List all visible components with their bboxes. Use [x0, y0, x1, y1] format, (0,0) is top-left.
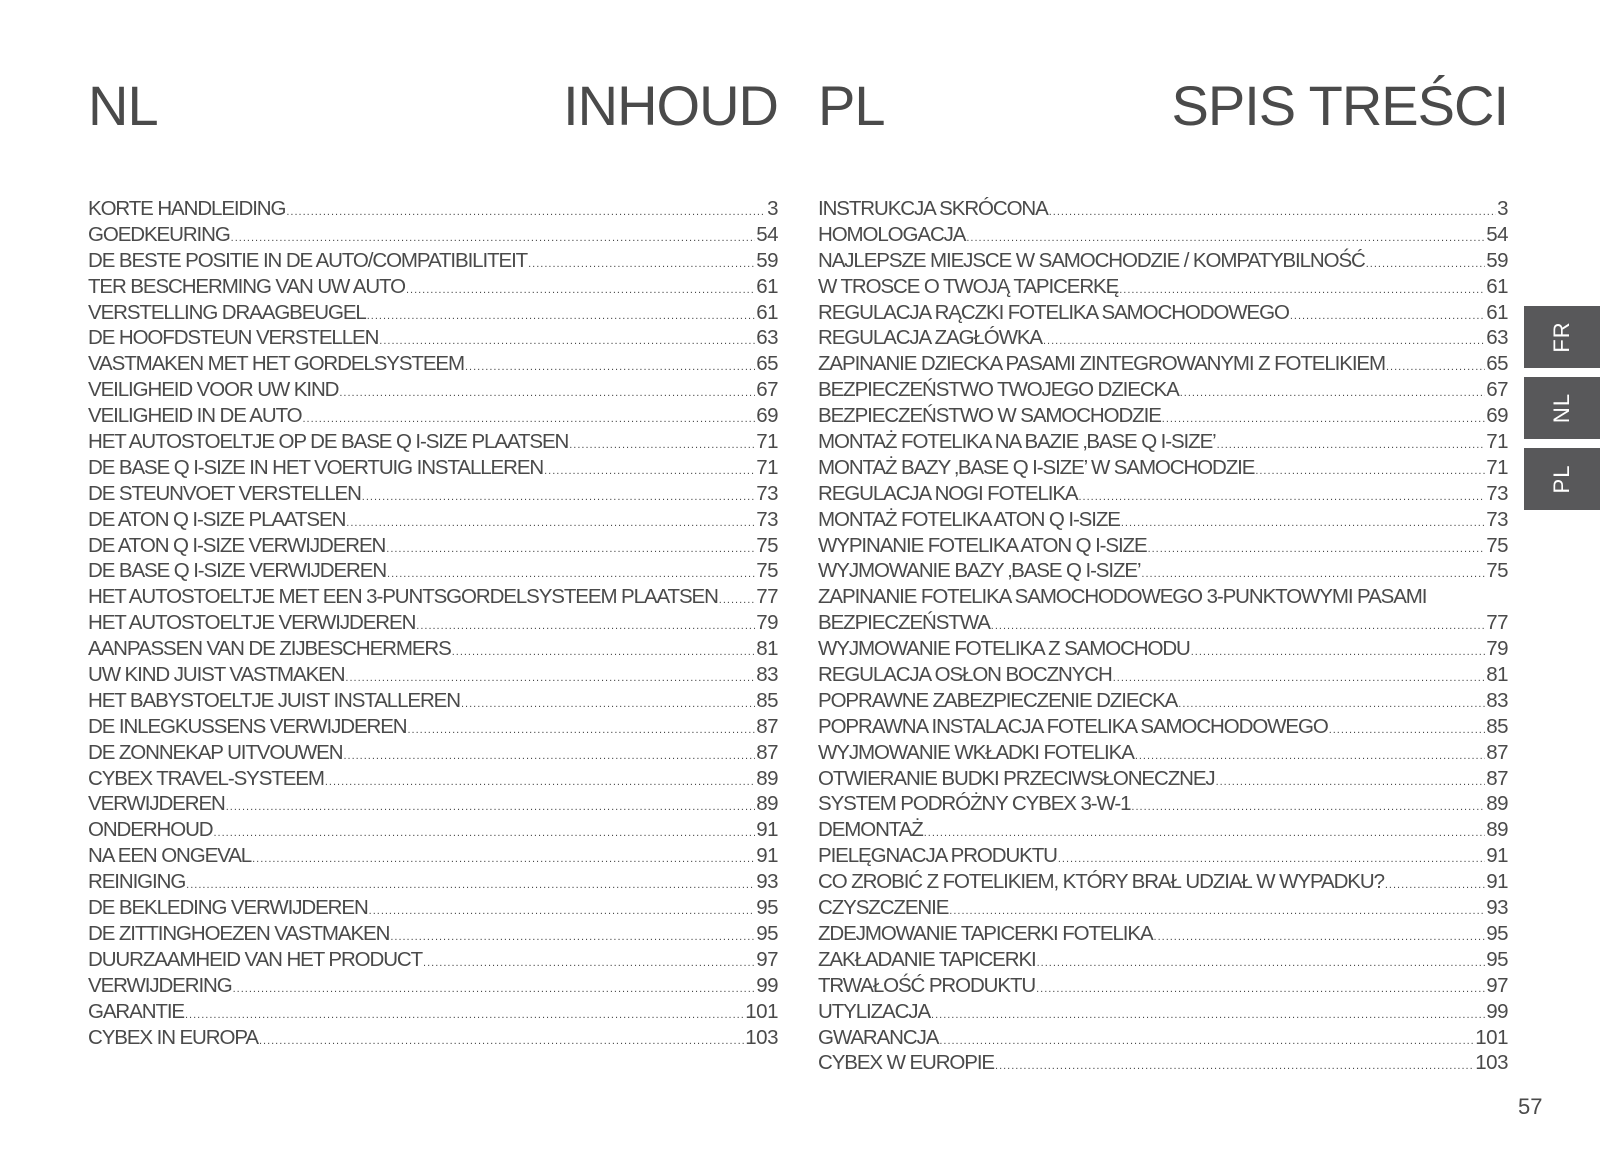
side-tab-label: FR: [1549, 321, 1574, 353]
toc-entry: [818, 921, 1508, 947]
language-side-tabs: [1524, 306, 1600, 519]
dot-leader: [1148, 537, 1486, 559]
toc-entry: [818, 714, 1508, 740]
toc-entry-title: DE BESTE POSITIE IN DE AUTO/COMPATIBILITEIT: [88, 248, 528, 272]
toc-entry-page: 63: [1486, 326, 1508, 350]
toc-entry: [818, 662, 1508, 688]
dot-leader: [1290, 304, 1485, 326]
toc-entry-page: 81: [756, 637, 778, 661]
dot-leader: [544, 459, 755, 481]
dot-leader: [528, 252, 755, 274]
toc-entry-title: DE ATON Q I-SIZE PLAATSEN: [88, 507, 346, 531]
toc-entry-page: 89: [1486, 818, 1508, 842]
toc-entry-page: 73: [756, 507, 778, 531]
toc-entry-title: REGULACJA OSŁON BOCZNYCH: [818, 663, 1112, 687]
toc-entry: [88, 481, 778, 507]
toc-entry-page: 61: [1486, 300, 1508, 324]
toc-entry: [818, 610, 1508, 636]
language-code-nl: NL: [88, 74, 158, 137]
toc-entry-title: DE STEUNVOET VERSTELLEN: [88, 481, 361, 505]
toc-entry: [818, 377, 1508, 403]
dot-leader: [1162, 407, 1485, 429]
dot-leader: [185, 1003, 744, 1025]
toc-entry-page: 59: [756, 248, 778, 272]
toc-entry-page: 75: [756, 533, 778, 557]
toc-entry-title: REGULACJA RĄCZKI FOTELIKA SAMOCHODOWEGO: [818, 300, 1289, 324]
toc-entry-title: POPRAWNA INSTALACJA FOTELIKA SAMOCHODOWEGO: [818, 714, 1328, 738]
side-tab-nl[interactable]: [1524, 377, 1600, 439]
toc-entry-title: DE BASE Q I-SIZE IN HET VOERTUIG INSTALLEREN: [88, 455, 544, 479]
toc-entry-page: 83: [756, 663, 778, 687]
toc-entry-page: 103: [745, 1025, 778, 1049]
toc-entry-page: 101: [745, 999, 778, 1023]
dot-leader: [995, 1054, 1474, 1076]
toc-entry: [88, 740, 778, 766]
toc-entry: [818, 947, 1508, 973]
dot-leader: [461, 692, 755, 714]
toc-entry-title: VEILIGHEID IN DE AUTO: [88, 404, 302, 428]
dot-leader: [1043, 329, 1485, 351]
toc-entry: [88, 325, 778, 351]
toc-entry-page: 75: [756, 559, 778, 583]
toc-entry-page: 95: [1486, 921, 1508, 945]
toc-entry-title: BEZPIECZEŃSTWO TWOJEGO DZIECKA: [818, 378, 1179, 402]
dot-leader: [226, 795, 755, 817]
toc-entry-page: 71: [756, 430, 778, 454]
dot-leader: [325, 770, 755, 792]
toc-entry: [88, 843, 778, 869]
toc-entry-title: DE ZONNEKAP UITVOUWEN: [88, 740, 343, 764]
toc-entry-title: WYJMOWANIE BAZY ‚BASE Q I-SIZE’: [818, 559, 1141, 583]
toc-entry-page: 89: [756, 792, 778, 816]
toc-entry-page: 87: [1486, 766, 1508, 790]
toc-entry-title: HET AUTOSTOELTJE MET EEN 3-PUNTSGORDELSYSTEEM PLAATSEN: [88, 585, 718, 609]
dot-leader: [387, 562, 755, 584]
toc-entry-page: 73: [1486, 481, 1508, 505]
toc-entry-page: 91: [756, 818, 778, 842]
dot-leader: [1079, 485, 1486, 507]
toc-entry-page: 65: [1486, 352, 1508, 376]
toc-entry-title: PIELĘGNACJA PRODUKTU: [818, 844, 1057, 868]
toc-entry-title: ZDEJMOWANIE TAPICERKI FOTELIKA: [818, 921, 1153, 945]
toc-entry-title: DE INLEGKUSSENS VERWIJDEREN: [88, 714, 407, 738]
toc-entry-title: NAJLEPSZE MIEJSCE W SAMOCHODZIE / KOMPATYBILNOŚĆ: [818, 248, 1365, 272]
side-tab-fr[interactable]: [1524, 306, 1600, 368]
dot-leader: [991, 614, 1485, 636]
toc-entry: [818, 403, 1508, 429]
toc-entry-page: 3: [767, 197, 778, 220]
toc-entry-title: MONTAŻ BAZY ‚BASE Q I-SIZE’ W SAMOCHODZIE: [818, 455, 1255, 479]
dot-leader: [931, 1003, 1485, 1025]
toc-entry-page: 75: [1486, 559, 1508, 583]
toc-entry-title: DE BASE Q I-SIZE VERWIJDEREN: [88, 559, 387, 583]
toc-entry: [818, 300, 1508, 326]
toc-entry: [88, 999, 778, 1025]
dot-leader: [1121, 511, 1485, 533]
dot-leader: [569, 433, 755, 455]
toc-entry: [818, 688, 1508, 714]
dot-leader: [186, 873, 755, 895]
toc-entry-page: 89: [756, 766, 778, 790]
dot-leader: [1366, 252, 1485, 274]
toc-entry: [818, 558, 1508, 584]
toc-entry: [818, 791, 1508, 817]
toc-entry-title: AANPASSEN VAN DE ZIJBESCHERMERS: [88, 637, 451, 661]
dot-leader: [345, 666, 755, 688]
toc-column-nl: [88, 70, 778, 1050]
toc-entry-page: 54: [1486, 222, 1508, 246]
toc-entry-title: VERWIJDERING: [88, 973, 232, 997]
toc-entry-page: 95: [1486, 947, 1508, 971]
toc-entry: [818, 973, 1508, 999]
toc-entry: [818, 222, 1508, 248]
toc-entry: [88, 248, 778, 274]
toc-entry-title: CYBEX IN EUROPA: [88, 1025, 258, 1049]
toc-entry-title: HET AUTOSTOELTJE VERWIJDEREN: [88, 611, 416, 635]
toc-entry-title: TER BESCHERMING VAN UW AUTO: [88, 274, 405, 298]
toc-entry-page: 81: [1486, 663, 1508, 687]
toc-entry: [88, 895, 778, 921]
toc-entry: [818, 455, 1508, 481]
toc-entry-page: 75: [1486, 533, 1508, 557]
toc-entry-page: 97: [1486, 973, 1508, 997]
dot-leader: [423, 951, 755, 973]
toc-entry: [88, 791, 778, 817]
toc-entry: [818, 817, 1508, 843]
toc-entry-page: 65: [756, 352, 778, 376]
toc-entry-title: DEMONTAŻ: [818, 818, 923, 842]
toc-entry-title: DUURZAAMHEID VAN HET PRODUCT: [88, 947, 423, 971]
toc-entry: [88, 766, 778, 792]
toc-entry: [88, 351, 778, 377]
toc-entry-title: BEZPIECZEŃSTWO W SAMOCHODZIE: [818, 404, 1161, 428]
toc-entry-title: DE HOOFDSTEUN VERSTELLEN: [88, 326, 379, 350]
toc-entry-title: INSTRUKCJA SKRÓCONA: [818, 197, 1048, 220]
toc-entry-page: 91: [1486, 870, 1508, 894]
toc-entry-title: CZYSZCZENIE: [818, 896, 949, 920]
dot-leader: [252, 847, 755, 869]
dot-leader: [346, 511, 755, 533]
toc-entry-title: HOMOLOGACJA: [818, 222, 966, 246]
toc-entry-page: 73: [1486, 507, 1508, 531]
toc-entry: [818, 895, 1508, 921]
toc-entry-title: WYJMOWANIE FOTELIKA Z SAMOCHODU: [818, 637, 1190, 661]
toc-entry: [818, 636, 1508, 662]
toc-title-nl: INHOUD: [563, 74, 778, 137]
toc-entry-page: 54: [756, 222, 778, 246]
dot-leader: [1037, 951, 1486, 973]
toc-entry: [818, 584, 1508, 610]
toc-entry-title: VERSTELLING DRAAGBEUGEL: [88, 300, 366, 324]
toc-entry-title: VEILIGHEID VOOR UW KIND: [88, 378, 339, 402]
toc-entry-title: HET AUTOSTOELTJE OP DE BASE Q I-SIZE PLAATSEN: [88, 430, 569, 454]
toc-entry-page: 79: [1486, 637, 1508, 661]
dot-leader: [406, 278, 755, 300]
toc-entry-page: 95: [756, 896, 778, 920]
dot-leader: [939, 1029, 1474, 1051]
toc-entry-page: 77: [1486, 611, 1508, 635]
dot-leader: [1191, 640, 1485, 662]
dot-leader: [408, 718, 756, 740]
toc-entry: [818, 481, 1508, 507]
toc-entry-title: DE ZITTINGHOEZEN VASTMAKEN: [88, 921, 390, 945]
dot-leader: [1119, 278, 1485, 300]
toc-entry-page: 101: [1475, 1025, 1508, 1049]
toc-entry-page: 87: [1486, 740, 1508, 764]
toc-header-nl: [88, 70, 778, 148]
toc-entry-page: 77: [756, 585, 778, 609]
toc-entry-title: KORTE HANDLEIDING: [88, 197, 286, 220]
toc-entry: [818, 429, 1508, 455]
toc-entry: [818, 1050, 1508, 1076]
toc-entry: [818, 843, 1508, 869]
toc-column-pl: [818, 70, 1508, 1076]
toc-entry-title: HET BABYSTOELTJE JUIST INSTALLEREN: [88, 688, 460, 712]
toc-entry-title: REGULACJA ZAGŁÓWKA: [818, 326, 1042, 350]
toc-entry-page: 67: [756, 378, 778, 402]
toc-entry: [88, 921, 778, 947]
toc-entry-page: 91: [1486, 844, 1508, 868]
toc-entry-page: 99: [756, 973, 778, 997]
toc-title-pl: SPIS TREŚCI: [1171, 74, 1508, 137]
toc-entry: [88, 817, 778, 843]
dot-leader: [452, 640, 755, 662]
toc-entry-title: MONTAŻ FOTELIKA ATON Q I-SIZE: [818, 507, 1120, 531]
side-tab-label: PL: [1549, 464, 1574, 494]
toc-header-pl: [818, 70, 1508, 148]
toc-entry: [88, 274, 778, 300]
toc-entry-title: UW KIND JUIST VASTMAKEN: [88, 663, 345, 687]
toc-entry-page: 87: [756, 714, 778, 738]
toc-entry-page: 69: [756, 404, 778, 428]
toc-entry-page: 63: [756, 326, 778, 350]
toc-entry: [88, 869, 778, 895]
language-code-pl: PL: [818, 74, 885, 137]
toc-entry: [88, 196, 778, 222]
toc-entry: [88, 507, 778, 533]
toc-entry-page: 85: [756, 688, 778, 712]
dot-leader: [286, 200, 766, 222]
toc-list-pl: [818, 196, 1508, 1076]
toc-entry: [88, 947, 778, 973]
toc-entry-title: OTWIERANIE BUDKI PRZECIWSŁONECZNEJ: [818, 766, 1215, 790]
toc-entry: [88, 377, 778, 403]
toc-entry-title: POPRAWNE ZABEZPIECZENIE DZIECKA: [818, 688, 1178, 712]
side-tab-pl[interactable]: [1524, 448, 1600, 510]
dot-leader: [924, 821, 1485, 843]
dot-leader: [369, 899, 756, 921]
toc-entry-page: 71: [1486, 430, 1508, 454]
toc-entry-title: ZAPINANIE DZIECKA PASAMI ZINTEGROWANYMI Z FOTELIKIEM: [818, 352, 1385, 376]
toc-entry: [88, 714, 778, 740]
toc-entry: [88, 403, 778, 429]
toc-entry: [818, 351, 1508, 377]
dot-leader: [1058, 847, 1485, 869]
toc-entry-title: BEZPIECZEŃSTWA: [818, 611, 990, 635]
dot-leader: [1113, 666, 1485, 688]
toc-entry: [818, 196, 1508, 222]
toc-entry-title: TRWAŁOŚĆ PRODUKTU: [818, 973, 1036, 997]
dot-leader: [949, 899, 1485, 921]
toc-entry-page: 95: [756, 921, 778, 945]
dot-leader: [339, 381, 755, 403]
toc-entry-page: 73: [756, 481, 778, 505]
toc-entry-page: 93: [1486, 896, 1508, 920]
toc-entry-page: 93: [756, 870, 778, 894]
toc-entry-title: ZAKŁADANIE TAPICERKI: [818, 947, 1036, 971]
toc-entry-page: 59: [1486, 248, 1508, 272]
toc-entry-title: CYBEX TRAVEL-SYSTEEM: [88, 766, 324, 790]
toc-entry-title: REGULACJA NOGI FOTELIKA: [818, 481, 1078, 505]
toc-entry: [88, 973, 778, 999]
dot-leader: [367, 304, 755, 326]
toc-entry-page: 61: [756, 274, 778, 298]
toc-entry: [88, 455, 778, 481]
toc-entry-page: 103: [1475, 1051, 1508, 1075]
toc-entry-title: SYSTEM PODRÓŻNY CYBEX 3-W-1: [818, 792, 1131, 816]
toc-entry: [88, 558, 778, 584]
toc-entry-title: MONTAŻ FOTELIKA NA BAZIE ‚BASE Q I-SIZE’: [818, 430, 1216, 454]
dot-leader: [1255, 459, 1485, 481]
toc-entry: [88, 533, 778, 559]
toc-entry: [88, 662, 778, 688]
dot-leader: [1049, 200, 1496, 222]
dot-leader: [719, 588, 755, 610]
toc-entry-page: 69: [1486, 404, 1508, 428]
dot-leader: [233, 977, 756, 999]
toc-entry: [818, 274, 1508, 300]
toc-entry: [818, 1025, 1508, 1051]
dot-leader: [1180, 381, 1485, 403]
dot-leader: [343, 744, 755, 766]
dot-leader: [390, 925, 755, 947]
toc-entry-page: 83: [1486, 688, 1508, 712]
toc-entry: [818, 533, 1508, 559]
dot-leader: [1131, 795, 1485, 817]
toc-entry-title: DE ATON Q I-SIZE VERWIJDEREN: [88, 533, 386, 557]
toc-entry: [88, 300, 778, 326]
toc-entry: [818, 740, 1508, 766]
toc-entry-page: 67: [1486, 378, 1508, 402]
toc-entry: [88, 636, 778, 662]
dot-leader: [214, 821, 756, 843]
dot-leader: [386, 537, 755, 559]
toc-entry-title: UTYLIZACJA: [818, 999, 931, 1023]
toc-entry-page: 61: [756, 300, 778, 324]
toc-entry: [88, 222, 778, 248]
dot-leader: [1036, 977, 1485, 999]
dot-leader: [465, 355, 755, 377]
toc-entry: [88, 1025, 778, 1051]
toc-entry-title: CO ZROBIĆ Z FOTELIKIEM, KTÓRY BRAŁ UDZIAŁ W WYPADKU?: [818, 870, 1384, 894]
dot-leader: [1329, 718, 1486, 740]
dot-leader: [416, 614, 755, 636]
toc-entry-title: GARANTIE: [88, 999, 184, 1023]
toc-entry-title: WYPINANIE FOTELIKA ATON Q I-SIZE: [818, 533, 1147, 557]
toc-entry-title: W TROSCE O TWOJĄ TAPICERKĘ: [818, 274, 1119, 298]
toc-entry-page: 85: [1486, 714, 1508, 738]
dot-leader: [362, 485, 755, 507]
dot-leader: [1385, 873, 1485, 895]
toc-entry-page: 89: [1486, 792, 1508, 816]
toc-entry-page: 71: [756, 455, 778, 479]
toc-entry-page: 91: [756, 844, 778, 868]
toc-entry-title: GWARANCJA: [818, 1025, 939, 1049]
toc-entry: [88, 610, 778, 636]
toc-entry-page: 87: [756, 740, 778, 764]
dot-leader: [302, 407, 755, 429]
toc-entry: [818, 999, 1508, 1025]
toc-entry-page: 99: [1486, 999, 1508, 1023]
dot-leader: [966, 226, 1485, 248]
toc-entry-page: 97: [756, 947, 778, 971]
toc-entry-title: ZAPINANIE FOTELIKA SAMOCHODOWEGO 3-PUNKTOWYMI PASAMI: [818, 585, 1427, 609]
toc-entry-title: CYBEX W EUROPIE: [818, 1051, 995, 1075]
toc-entry-title: GOEDKEURING: [88, 222, 230, 246]
toc-entry: [88, 584, 778, 610]
dot-leader: [231, 226, 756, 248]
dot-leader: [1141, 562, 1485, 584]
toc-entry: [818, 325, 1508, 351]
dot-leader: [1216, 770, 1486, 792]
toc-entry-title: NA EEN ONGEVAL: [88, 844, 252, 868]
toc-entry: [818, 248, 1508, 274]
toc-entry: [818, 766, 1508, 792]
toc-entry-page: 3: [1497, 197, 1508, 220]
toc-list-nl: [88, 196, 778, 1050]
toc-entry-title: WYJMOWANIE WKŁADKI FOTELIKA: [818, 740, 1134, 764]
toc-entry-page: 71: [1486, 455, 1508, 479]
toc-entry: [88, 429, 778, 455]
toc-entry-title: ONDERHOUD: [88, 818, 213, 842]
dot-leader: [1178, 692, 1485, 714]
dot-leader: [259, 1029, 744, 1051]
dot-leader: [379, 329, 755, 351]
toc-entry: [818, 869, 1508, 895]
side-tab-label: NL: [1549, 392, 1574, 424]
toc-entry-title: VASTMAKEN MET HET GORDELSYSTEEM: [88, 352, 464, 376]
toc-entry: [88, 688, 778, 714]
toc-entry-title: VERWIJDEREN: [88, 792, 225, 816]
toc-entry-page: 79: [756, 611, 778, 635]
toc-entry-title: DE BEKLEDING VERWIJDEREN: [88, 896, 368, 920]
page-number: 57: [1518, 1094, 1543, 1119]
dot-leader: [1386, 355, 1485, 377]
dot-leader: [1154, 925, 1486, 947]
dot-leader: [1135, 744, 1485, 766]
dot-leader: [1217, 433, 1486, 455]
toc-entry: [818, 507, 1508, 533]
toc-entry-page: 61: [1486, 274, 1508, 298]
toc-entry-title: REINIGING: [88, 870, 186, 894]
